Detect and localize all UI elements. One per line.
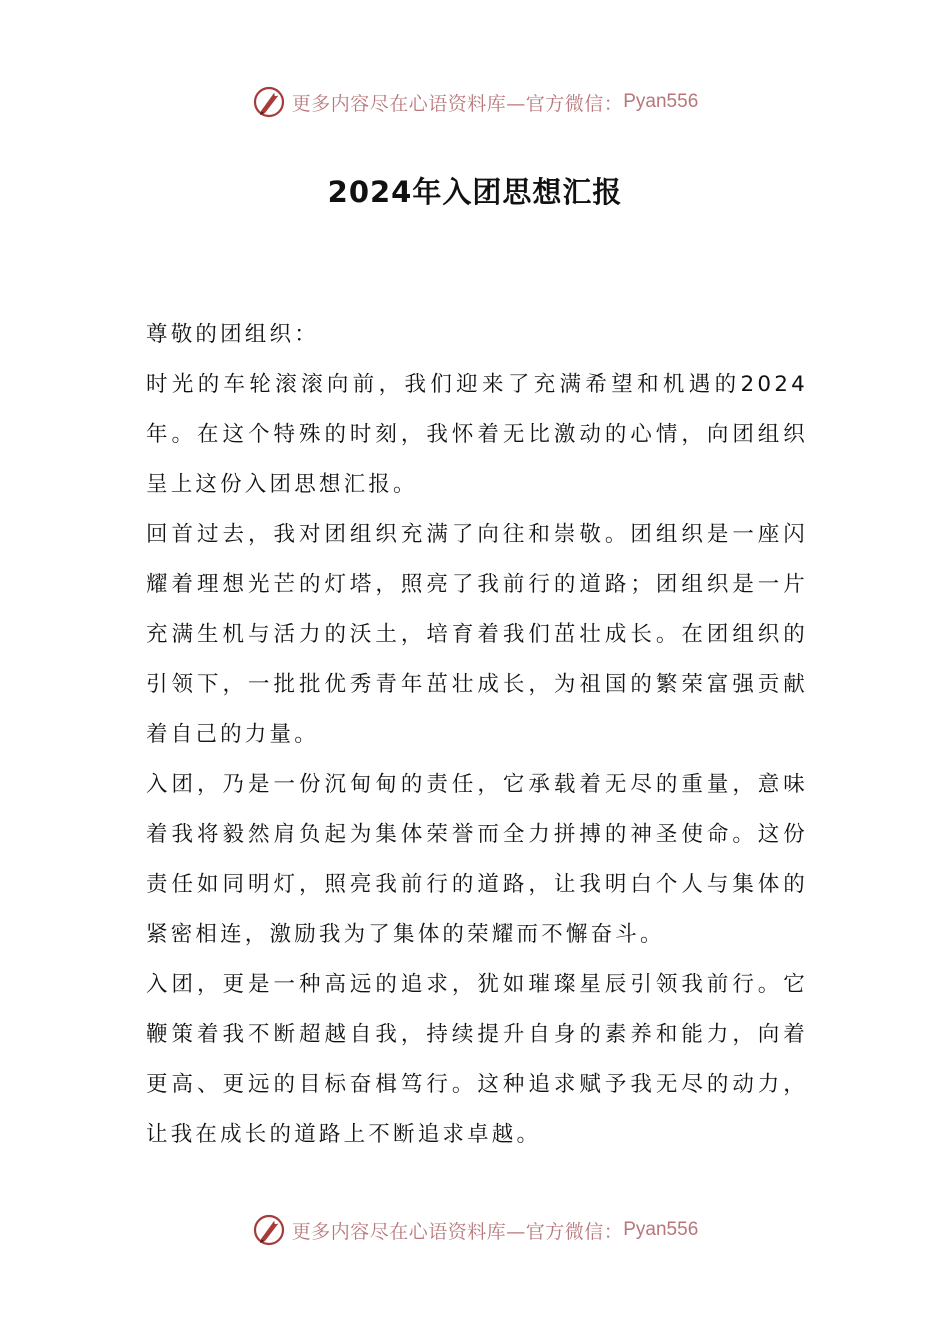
pen-logo-icon <box>252 85 286 119</box>
header-banner-text: 更多内容尽在心语资料库—官方微信： <box>291 92 624 115</box>
footer-wechat-id: Pyan556 <box>623 1219 699 1240</box>
pen-logo-icon <box>252 1213 286 1247</box>
paragraph-4: 入团，更是一种高远的追求，犹如璀璨星辰引领我前行。它鞭策着我不断超越自我，持续提升自身的素养和能力，向着更高、更远的目标奋楫笃行。这种追求赋予我无尽的动力，让我在成长的道路上不断追求卓越。 <box>146 972 808 1147</box>
document-body <box>146 310 808 1160</box>
header-banner <box>0 82 950 122</box>
paragraph-1: 时光的车轮滚滚向前，我们迎来了充满希望和机遇的2024年。在这个特殊的时刻，我怀着无比激动的心情，向团组织呈上这份入团思想汇报。 <box>146 372 808 497</box>
document-title: 2024年入团思想汇报 <box>327 175 623 209</box>
footer-banner-text: 更多内容尽在心语资料库—官方微信： <box>291 1220 624 1243</box>
footer-banner <box>0 1210 950 1250</box>
paragraph-3: 入团，乃是一份沉甸甸的责任，它承载着无尽的重量，意味着我将毅然肩负起为集体荣誉而全力拼搏的神圣使命。这份责任如同明灯，照亮我前行的道路，让我明白个人与集体的紧密相连，激励我为了集体的荣耀而不懈奋斗。 <box>146 772 808 947</box>
paragraph-2: 回首过去，我对团组织充满了向往和崇敬。团组织是一座闪耀着理想光芒的灯塔，照亮了我前行的道路；团组织是一片充满生机与活力的沃土，培育着我们茁壮成长。在团组织的引领下，一批批优秀青年茁壮成长，为祖国的繁荣富强贡献着自己的力量。 <box>146 522 808 747</box>
header-wechat-id: Pyan556 <box>623 91 699 112</box>
salutation: 尊敬的团组织： <box>146 322 319 347</box>
